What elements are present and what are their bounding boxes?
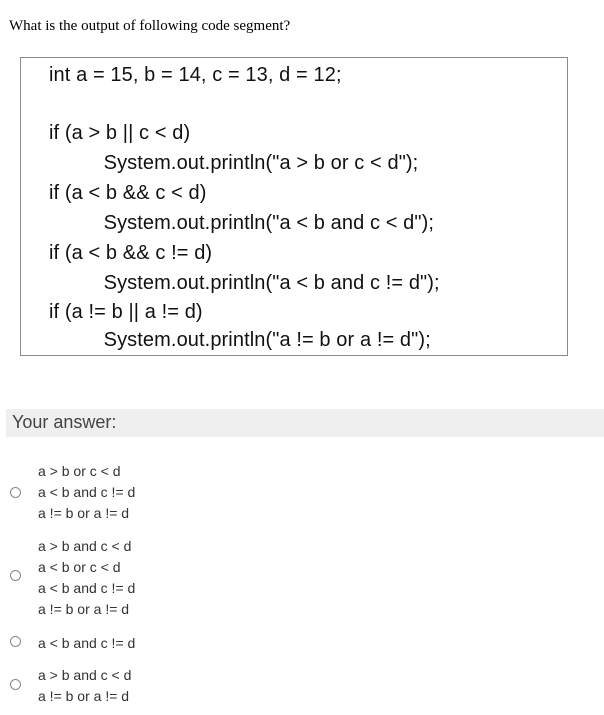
code-line: int a = 15, b = 14, c = 13, d = 12; [49,64,342,86]
answer-label: Your answer: [12,412,117,432]
option-line: a != b or a != d [38,505,130,521]
code-line: if (a != b || a != d) [49,301,203,323]
option-line: a > b and c < d [38,667,132,683]
radio-button[interactable] [10,487,21,498]
option-line: a > b or c < d [38,463,121,479]
option-line: a != b or a != d [38,688,130,704]
answer-header [6,409,604,437]
radio-button[interactable] [10,636,21,647]
code-line: if (a > b || c < d) [49,122,191,144]
option-line: a < b and c != d [38,635,136,651]
code-line: if (a < b && c != d) [49,242,213,264]
answer-option-2[interactable] [0,535,604,621]
option-line: a < b and c != d [38,484,136,500]
option-line: a > b and c < d [38,538,132,554]
answer-option-4[interactable] [0,664,604,708]
question-text: What is the output of following code segment? [9,18,291,34]
option-line: a != b or a != d [38,601,130,617]
answer-option-1[interactable] [0,460,604,524]
code-line: System.out.println("a != b or a != d"); [81,329,431,351]
code-line: System.out.println("a > b or c < d"); [81,152,419,174]
code-line: if (a < b && c < d) [49,182,207,204]
code-block [20,57,568,356]
option-line: a < b or c < d [38,559,121,575]
code-line: System.out.println("a < b and c < d"); [81,212,435,234]
option-line: a < b and c != d [38,580,136,596]
code-line: System.out.println("a < b and c != d"); [81,272,440,294]
answer-option-3[interactable] [0,632,604,654]
radio-button[interactable] [10,679,21,690]
radio-button[interactable] [10,570,21,581]
